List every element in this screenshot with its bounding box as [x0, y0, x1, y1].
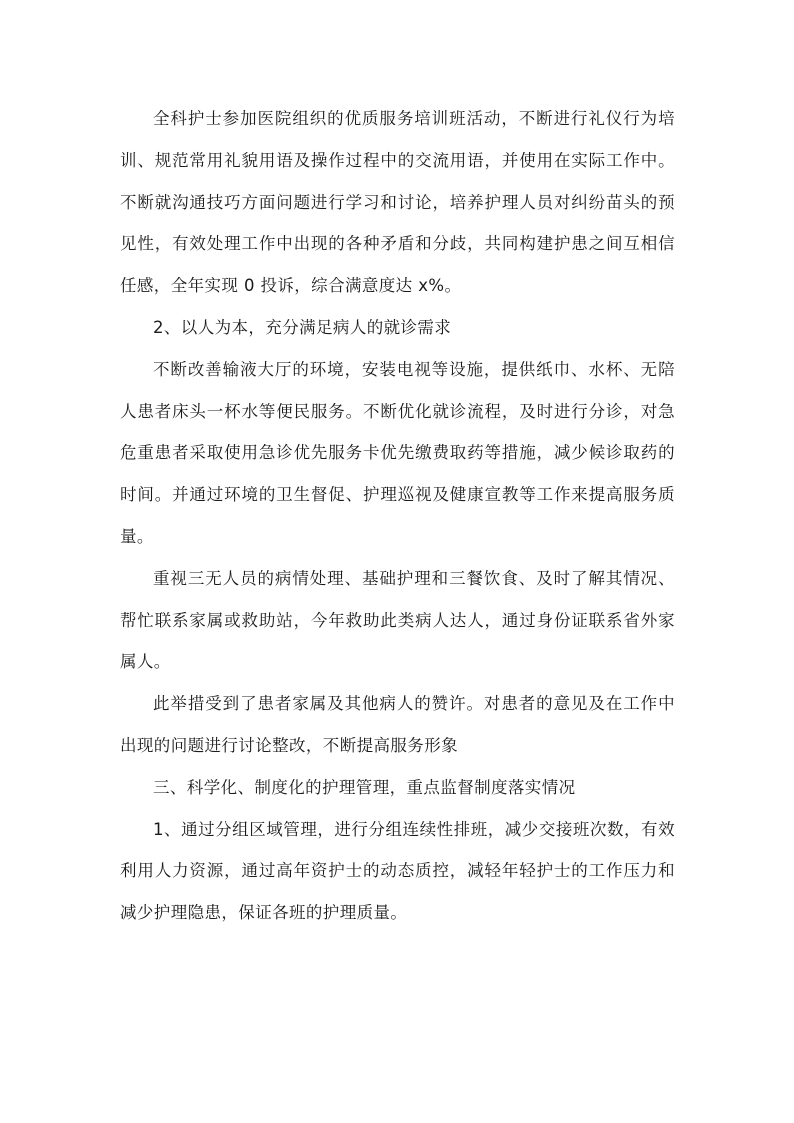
document-body — [120, 98, 675, 934]
paragraph-praise: 此举措受到了患者家属及其他病人的赞许。对患者的意见及在工作中出现的问题进行讨论整改，不断提高服务形象 — [120, 694, 675, 755]
paragraph-heading-scientific-management: 三、科学化、制度化的护理管理，重点监督制度落实情况 — [153, 777, 576, 797]
paragraph-infusion-hall: 不断改善输液大厅的环境，安装电视等设施，提供纸巾、水杯、无陪人患者床头一杯水等便民服务。不断优化就诊流程，及时进行分诊，对急危重患者采取使用急诊优先服务卡优先缴费取药等措施，减少候诊取药的时间。并通过环境的卫生督促、护理巡视及健康宣教等工作来提高服务质量。 — [120, 359, 675, 546]
paragraph-three-no-persons: 重视三无人员的病情处理、基础护理和三餐饮食、及时了解其情况、帮忙联系家属或救助站，今年救助此类病人达人，通过身份证联系省外家属人。 — [120, 568, 675, 672]
paragraph-heading-people-oriented: 2、以人为本，充分满足病人的就诊需求 — [153, 317, 452, 337]
paragraph-service-training: 全科护士参加医院组织的优质服务培训班活动，不断进行礼仪行为培训、规范常用礼貌用语及操作过程中的交流用语，并使用在实际工作中。不断就沟通技巧方面问题进行学习和讨论，培养护理人员对纠纷苗头的预见性，有效处理工作中出现的各种矛盾和分歧，共同构建护患之间互相信任感，全年实现 0 投诉，综合满意度达 x%。 — [120, 109, 675, 296]
paragraph-group-management: 1、通过分组区域管理，进行分组连续性排班，减少交接班次数，有效利用人力资源，通过高年资护士的动态质控，减轻年轻护士的工作压力和减少护理隐患，保证各班的护理质量。 — [120, 819, 675, 923]
